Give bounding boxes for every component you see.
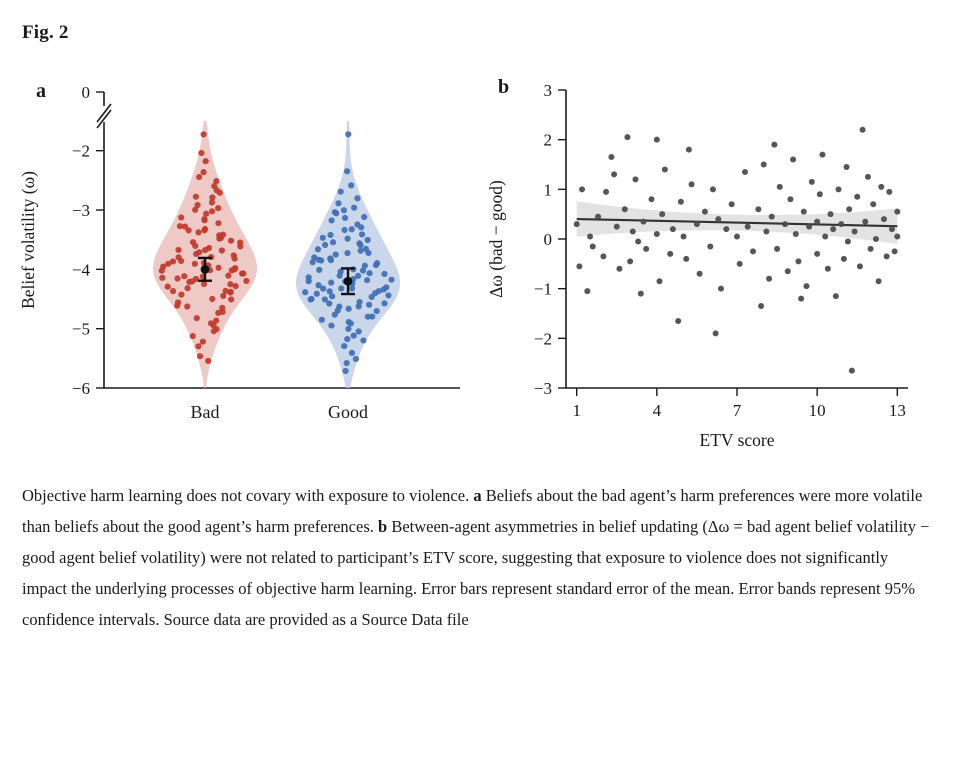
svg-text:−3: −3	[533, 379, 552, 398]
svg-text:10: 10	[808, 401, 826, 420]
svg-text:Good: Good	[328, 402, 368, 422]
svg-text:−4: −4	[71, 260, 90, 280]
panel-b	[478, 58, 948, 458]
svg-text:0: 0	[81, 83, 90, 102]
figure-area	[0, 58, 966, 458]
caption-intro: Objective harm learning does not covary with exposure to violence.	[22, 486, 474, 505]
svg-text:3: 3	[543, 81, 552, 100]
panel-b-plot	[478, 58, 948, 458]
caption-part-b: Between-agent asymmetries in belief updating (Δω = bad agent belief volatility − good agent belief volatility) were not related to participant’s ETV score, suggesting that exposure to violence does not significantly impact the underlying processes of objective harm learning. Error bars represent standard error of the mean. Error bands represent 95% confidence intervals. Source data are provided as a Source Data file	[22, 517, 930, 629]
caption-part-a: Beliefs about the bad agent’s harm preferences were more volatile than beliefs about the good agent’s harm preferences.	[22, 486, 923, 536]
svg-text:−2: −2	[71, 141, 90, 161]
panel-a-letter: a	[36, 80, 46, 102]
svg-text:4: 4	[652, 401, 662, 420]
svg-text:−2: −2	[533, 329, 552, 349]
svg-text:Belief volatility (ω): Belief volatility (ω)	[18, 171, 38, 309]
svg-text:ETV score: ETV score	[699, 430, 775, 450]
svg-text:7: 7	[732, 401, 742, 420]
svg-text:0: 0	[543, 230, 552, 249]
panel-a-plot	[8, 58, 478, 458]
svg-text:−6: −6	[71, 379, 90, 398]
svg-text:−3: −3	[71, 201, 90, 221]
caption-bold-a: a	[473, 486, 482, 505]
panel-b-letter: b	[498, 76, 510, 98]
svg-text:1: 1	[572, 401, 581, 420]
svg-text:2: 2	[543, 130, 552, 150]
caption-bold-b: b	[378, 517, 388, 536]
svg-text:1: 1	[543, 180, 552, 200]
svg-text:Bad: Bad	[190, 402, 220, 422]
figure-caption	[22, 480, 934, 635]
svg-text:13: 13	[888, 401, 906, 420]
svg-text:Δω (bad − good): Δω (bad − good)	[486, 180, 506, 298]
figure-label: Fig. 2	[22, 22, 69, 43]
panel-a	[8, 58, 478, 458]
svg-text:−1: −1	[533, 279, 552, 299]
svg-text:−5: −5	[71, 319, 90, 339]
